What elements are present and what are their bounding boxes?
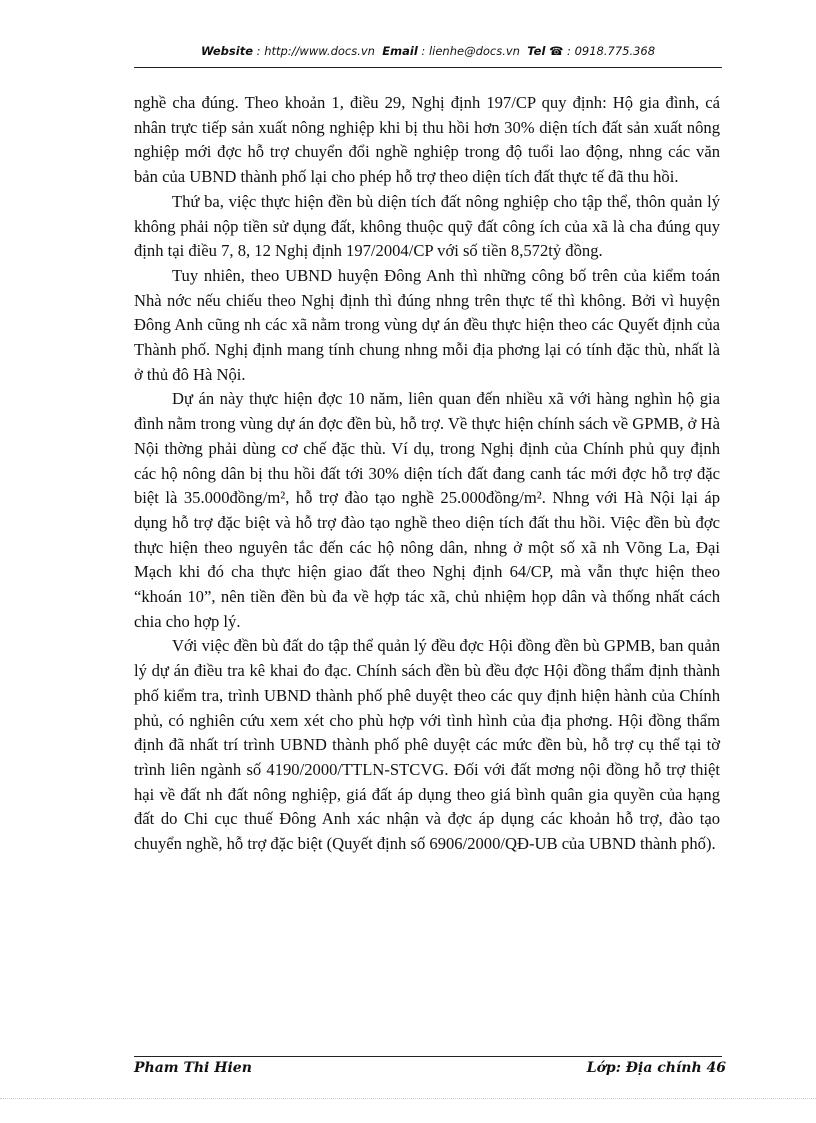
paragraph-4: Dự án này thực hiện đợc 10 năm, liên quan đến nhiều xã với hàng nghìn hộ gia đình nằm trong vùng dự án đợc đền bù, hỗ trợ. Về thực hiện chính sách về GPMB, ở Hà Nội thờng phải dùng cơ chế đặc thù. Ví dụ, trong Nghị định của Chính phủ quy định các hộ nông dân bị thu hồi đất tới 30% diện tích đất đang canh tác mới đợc hỗ trợ đặc biệt là 35.000đồng/m², hỗ trợ đào tạo nghề 25.000đồng/m². Nhng với Hà Nội lại áp dụng hỗ trợ đặc biệt và hỗ trợ đào tạo nghề theo diện tích đất thu hồi. Việc đền bù đợc thực hiện theo nguyên tắc đến các hộ nông dân, nhng ở một số xã nh Võng La, Đại Mạch khi đó cha thực hiện giao đất theo Nghị định 64/CP, mà vẫn thực hiện theo “khoán 10”, nên tiền đền bù đa về hợp tác xã, chủ nhiệm họp dân và thống nhất cách chia cho hợp lý.	[134, 389, 720, 631]
footer-author: Pham Thi Hien	[134, 1060, 252, 1076]
paragraph-5: Với việc đền bù đất do tập thể quản lý đều đợc Hội đồng đền bù GPMB, ban quản lý dự án điều tra kê khai đo đạc. Chính sách đền bù đều đợc Hội đồng thẩm định thành phố kiểm tra, trình UBND thành phố phê duyệt theo các quy định hiện hành của Chính phủ, có nghiên cứu xem xét cho phù hợp với tình hình của địa phơng. Hội đồng thẩm định đã nhất trí trình UBND thành phố phê duyệt các mức đền bù, hỗ trợ cụ thể tại tờ trình liên ngành số 4190/2000/TTLN-STCVG. Đối với đất mơng nội đồng hỗ trợ thiệt hại về đất nh đất nông nghiệp, giá đất áp dụng theo giá bình quân gia quyền của hạng đất do Chi cục thuế Đông Anh xác nhận và đợc áp dụng các khoản hỗ trợ, đào tạo chuyển nghề, hỗ trợ đặc biệt (Quyết định số 6906/2000/QĐ-UB của UBND thành phố).	[134, 636, 720, 854]
paragraph-2: Thứ ba, việc thực hiện đền bù diện tích đất nông nghiệp cho tập thể, thôn quản lý không phải nộp tiền sử dụng đất, không thuộc quỹ đất công ích của xã là cha đúng quy định tại điều 7, 8, 12 Nghị định 197/2004/CP với số tiền 8,572tỷ đồng.	[134, 191, 720, 261]
paragraph-1: nghề cha đúng. Theo khoản 1, điều 29, Nghị định 197/CP quy định: Hộ gia đình, cá nhân trực tiếp sản xuất nông nghiệp khi bị thu hồi hơn 30% diện tích đất sản xuất nông nghiệp mới đợc hỗ trợ chuyển đổi nghề nghiệp trong độ tuổi lao động, nhng các văn bản của UBND thành phố lại cho phép hỗ trợ theo diện tích đất thực tế đã thu hồi.	[134, 93, 720, 187]
page-header	[134, 44, 722, 68]
website-value: : http://www.docs.vn	[256, 44, 375, 58]
website-label: Website	[200, 44, 254, 58]
email-label: Email	[382, 44, 418, 58]
tel-label: Tel	[527, 44, 546, 58]
body-text	[134, 91, 720, 857]
paragraph-3: Tuy nhiên, theo UBND huyện Đông Anh thì những công bố trên của kiểm toán Nhà nớc nếu chiếu theo Nghị định thì đúng nhng trên thực tế thì không. Bởi vì huyện Đông Anh cũng nh các xã nằm trong vùng dự án đều thực hiện theo các Quyết định của Thành phố. Nghị định mang tính chung nhng mỗi địa phơng lại có tính đặc thù, nhất là ở thủ đô Hà Nội.	[134, 265, 720, 384]
page-bottom-edge	[0, 1098, 816, 1099]
email-value: : lienhe@docs.vn	[421, 44, 520, 58]
footer-divider	[134, 1056, 722, 1057]
tel-value: : 0918.775.368	[567, 44, 656, 58]
header-divider	[134, 67, 722, 68]
phone-icon: ☎	[549, 44, 564, 58]
footer-class: Lớp: Địa chính 46	[586, 1060, 726, 1076]
